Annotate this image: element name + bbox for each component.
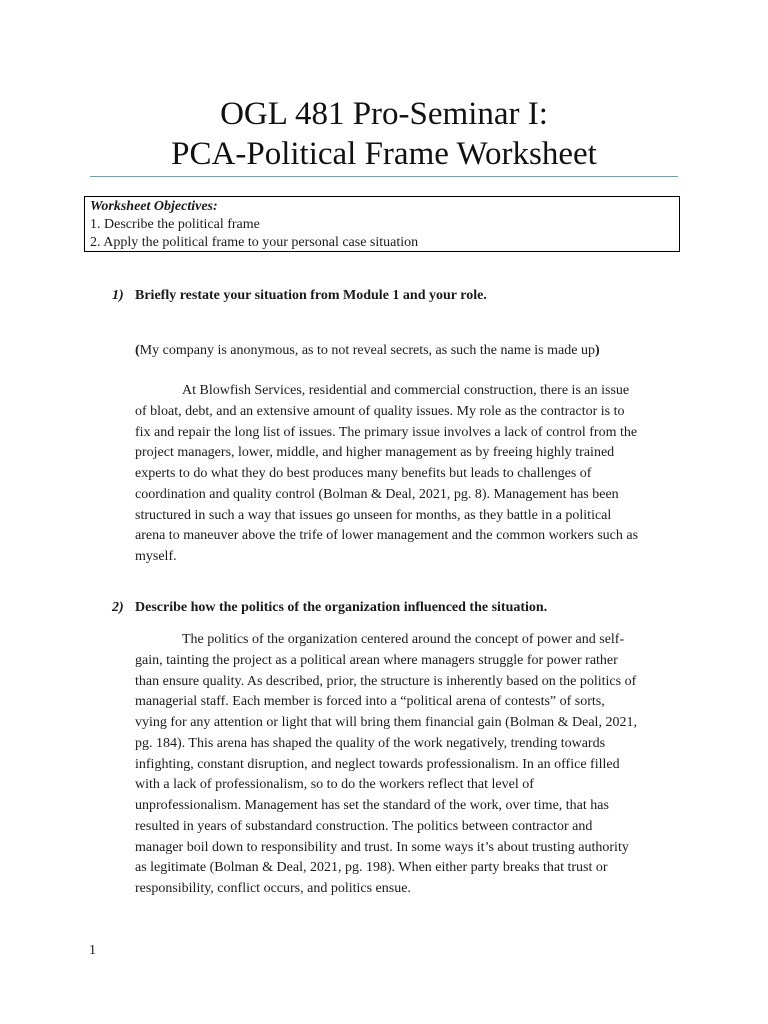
title-divider — [90, 176, 678, 177]
answer-line: myself. — [135, 549, 177, 564]
answer-line: coordination and quality control (Bolman & Deal, 2021, pg. 8). Management has been — [135, 486, 619, 502]
answer-line: with a lack of professionalism, so to do the workers reflect that level of — [135, 777, 534, 793]
answer-2 — [135, 630, 687, 900]
question-number: 1) — [112, 288, 124, 303]
answer-line: arena to maneuver above the trife of lower management and the common workers such as — [135, 528, 639, 544]
answer-line: At Blowfish Services, residential and commercial construction, there is an issue — [182, 383, 630, 398]
page-number: 1 — [89, 943, 96, 958]
objectives-heading: Worksheet Objectives: — [90, 199, 218, 214]
question-text: Briefly restate your situation from Module 1 and your role. — [135, 288, 487, 303]
question-text: Describe how the politics of the organization influenced the situation. — [135, 600, 548, 615]
answer-line: managerial staff. Each member is forced into a “political arena of contests” of sorts, — [135, 694, 605, 710]
answer-line: gain, tainting the project as a political arean where managers struggle for power rather — [135, 652, 618, 668]
question-2 — [112, 598, 547, 618]
title-line-1: OGL 481 Pro-Seminar I: — [220, 96, 548, 132]
note-close-paren: ) — [594, 343, 600, 358]
answer-line: as legitimate (Bolman & Deal, 2021, pg. 198). When either party breaks that trust or — [135, 860, 608, 876]
note-text: My company is anonymous, as to not reveal secrets, as such the name is made up — [139, 343, 595, 358]
question-1 — [112, 286, 487, 306]
answer-1 — [135, 381, 687, 568]
answer-line: manager boil down to responsibility and trust. In some ways it’s about trusting authority — [135, 839, 629, 855]
answer-line: experts to do what they do best produces many benefits but leads to challenges of — [135, 466, 592, 481]
answer-line: The politics of the organization centered around the concept of power and self- — [182, 632, 625, 647]
title-line-2: PCA-Political Frame Worksheet — [171, 136, 597, 172]
answer-line: infighting, constant disruption, and neglect towards professionalism. In an office filled — [135, 756, 620, 772]
answer-line: responsibility, conflict occurs, and politics ensue. — [135, 881, 411, 896]
answer-line: than ensure quality. As described, prior, the structure is inherently based on the politics of — [135, 673, 637, 689]
objective-item: 1. Describe the political frame — [90, 217, 260, 232]
objectives-box — [84, 196, 680, 252]
answer-line: project managers, lower, middle, and higher management as by freeing highly trained — [135, 445, 615, 461]
answer-line: pg. 184). This arena has shaped the quality of the work negatively, trending towards — [135, 735, 606, 751]
answer-line: of bloat, debt, and an extensive amount of quality issues. My role as the contractor is to — [135, 403, 625, 419]
note-open-paren: ( — [135, 343, 140, 358]
answer-line: vying for any attention or light that will bring them financial gain (Bolman & Deal, 2021, — [135, 715, 637, 730]
answer-line: unprofessionalism. Management has set the standard of the work, over time, that has — [135, 798, 609, 813]
question-number: 2) — [112, 600, 124, 615]
objective-item: 2. Apply the political frame to your personal case situation — [90, 235, 419, 250]
answer-line: resulted in years of substandard construction. The politics between contractor and — [135, 818, 593, 834]
answer-line: structured in such a way that issues go unseen for months, as they battle in a political — [135, 507, 612, 523]
anonymity-note — [135, 341, 600, 361]
answer-line: fix and repair the long list of issues. The primary issue involves a lack of control from the — [135, 424, 638, 440]
